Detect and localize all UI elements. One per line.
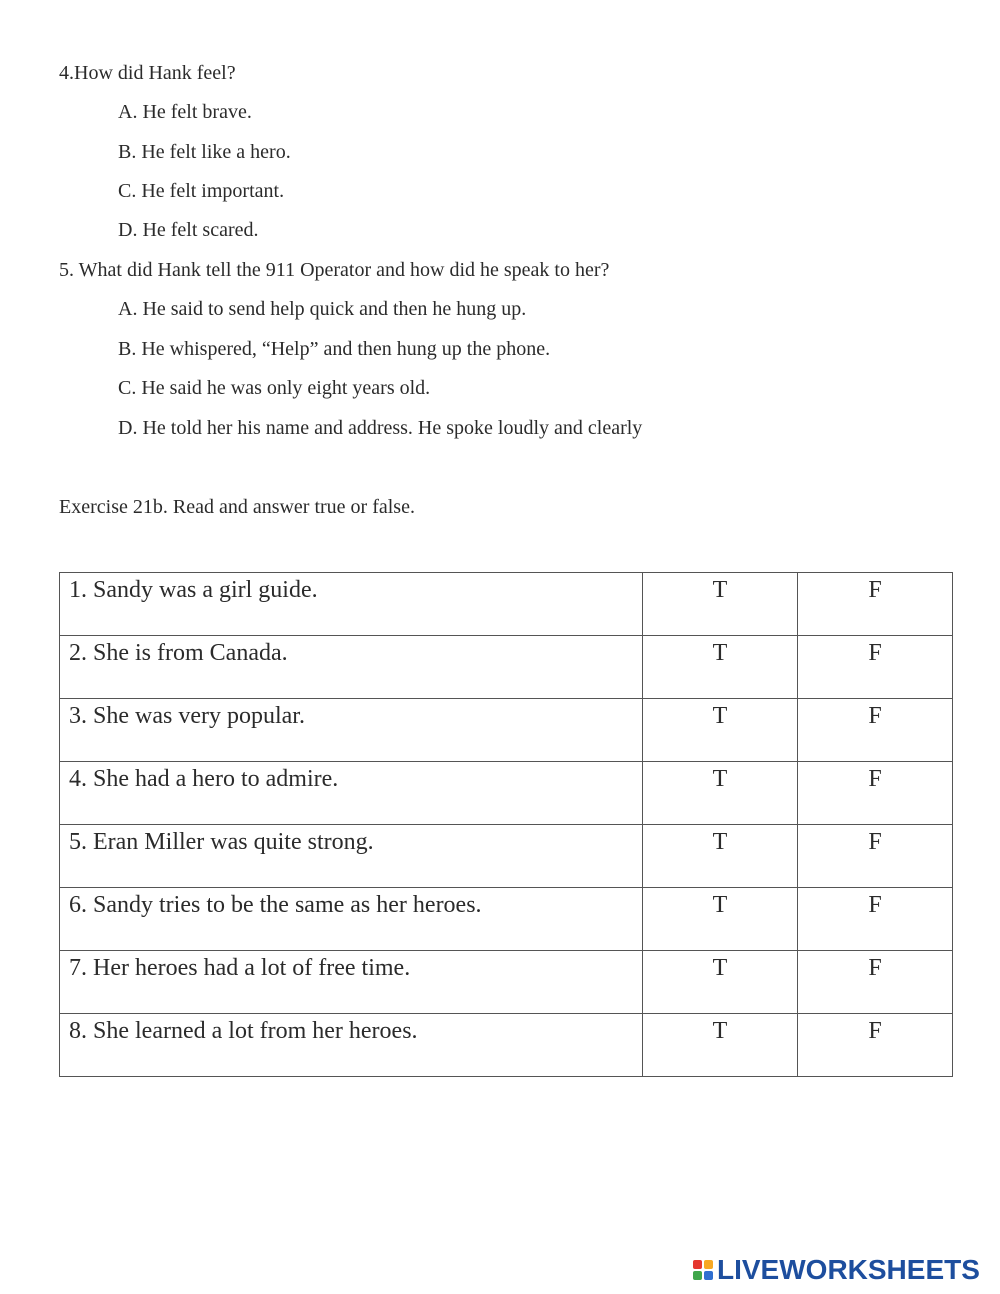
exercise-title: Exercise 21b. Read and answer true or false.: [59, 496, 415, 518]
statement-6: 6. Sandy tries to be the same as her heroes.: [60, 888, 643, 951]
question-4-option-b: B. He felt like a hero.: [118, 141, 291, 163]
statement-8: 8. She learned a lot from her heroes.: [60, 1014, 643, 1077]
question-5-option-d: D. He told her his name and address. He spoke loudly and clearly: [118, 417, 643, 439]
statement-5: 5. Eran Miller was quite strong.: [60, 825, 643, 888]
question-5-text: 5. What did Hank tell the 911 Operator and how did he speak to her?: [59, 259, 610, 281]
liveworksheets-logo-icon: [693, 1260, 713, 1280]
false-option-5[interactable]: F: [868, 829, 882, 855]
table-row: [60, 1014, 953, 1077]
true-option-4[interactable]: T: [712, 766, 728, 792]
table-row: [60, 951, 953, 1014]
logo-square-orange: [704, 1260, 713, 1269]
false-option-3[interactable]: F: [868, 703, 882, 729]
question-5-option-c: C. He said he was only eight years old.: [118, 377, 431, 399]
true-option-1[interactable]: T: [712, 577, 728, 603]
statement-3: 3. She was very popular.: [60, 699, 643, 762]
table-row: [60, 636, 953, 699]
statement-2: 2. She is from Canada.: [60, 636, 643, 699]
question-5-option-b: B. He whispered, “Help” and then hung up the phone.: [118, 338, 551, 360]
false-option-2[interactable]: F: [868, 640, 882, 666]
true-option-8[interactable]: T: [712, 1018, 728, 1044]
false-option-1[interactable]: F: [868, 577, 882, 603]
question-4-option-d: D. He felt scared.: [118, 219, 259, 241]
table-row: [60, 888, 953, 951]
true-option-2[interactable]: T: [712, 640, 728, 666]
true-option-5[interactable]: T: [712, 829, 728, 855]
question-4-text: 4.How did Hank feel?: [59, 62, 236, 84]
true-false-table: [59, 572, 953, 1077]
true-option-6[interactable]: T: [712, 892, 728, 918]
true-option-3[interactable]: T: [712, 703, 728, 729]
logo-square-blue: [704, 1271, 713, 1280]
statement-7: 7. Her heroes had a lot of free time.: [60, 951, 643, 1014]
question-4-option-a: A. He felt brave.: [118, 101, 252, 123]
table-row: [60, 573, 953, 636]
logo-text: LIVEWORKSHEETS: [717, 1254, 980, 1285]
false-option-7[interactable]: F: [868, 955, 882, 981]
true-option-7[interactable]: T: [712, 955, 728, 981]
statement-4: 4. She had a hero to admire.: [60, 762, 643, 825]
question-5-option-a: A. He said to send help quick and then he hung up.: [118, 298, 527, 320]
false-option-8[interactable]: F: [868, 1018, 882, 1044]
table-row: [60, 762, 953, 825]
liveworksheets-logo: [693, 1253, 980, 1287]
statement-1: 1. Sandy was a girl guide.: [60, 573, 643, 636]
false-option-6[interactable]: F: [868, 892, 882, 918]
logo-square-green: [693, 1271, 702, 1280]
table-row: [60, 825, 953, 888]
false-option-4[interactable]: F: [868, 766, 882, 792]
question-4-option-c: C. He felt important.: [118, 180, 285, 202]
logo-square-red: [693, 1260, 702, 1269]
table-row: [60, 699, 953, 762]
